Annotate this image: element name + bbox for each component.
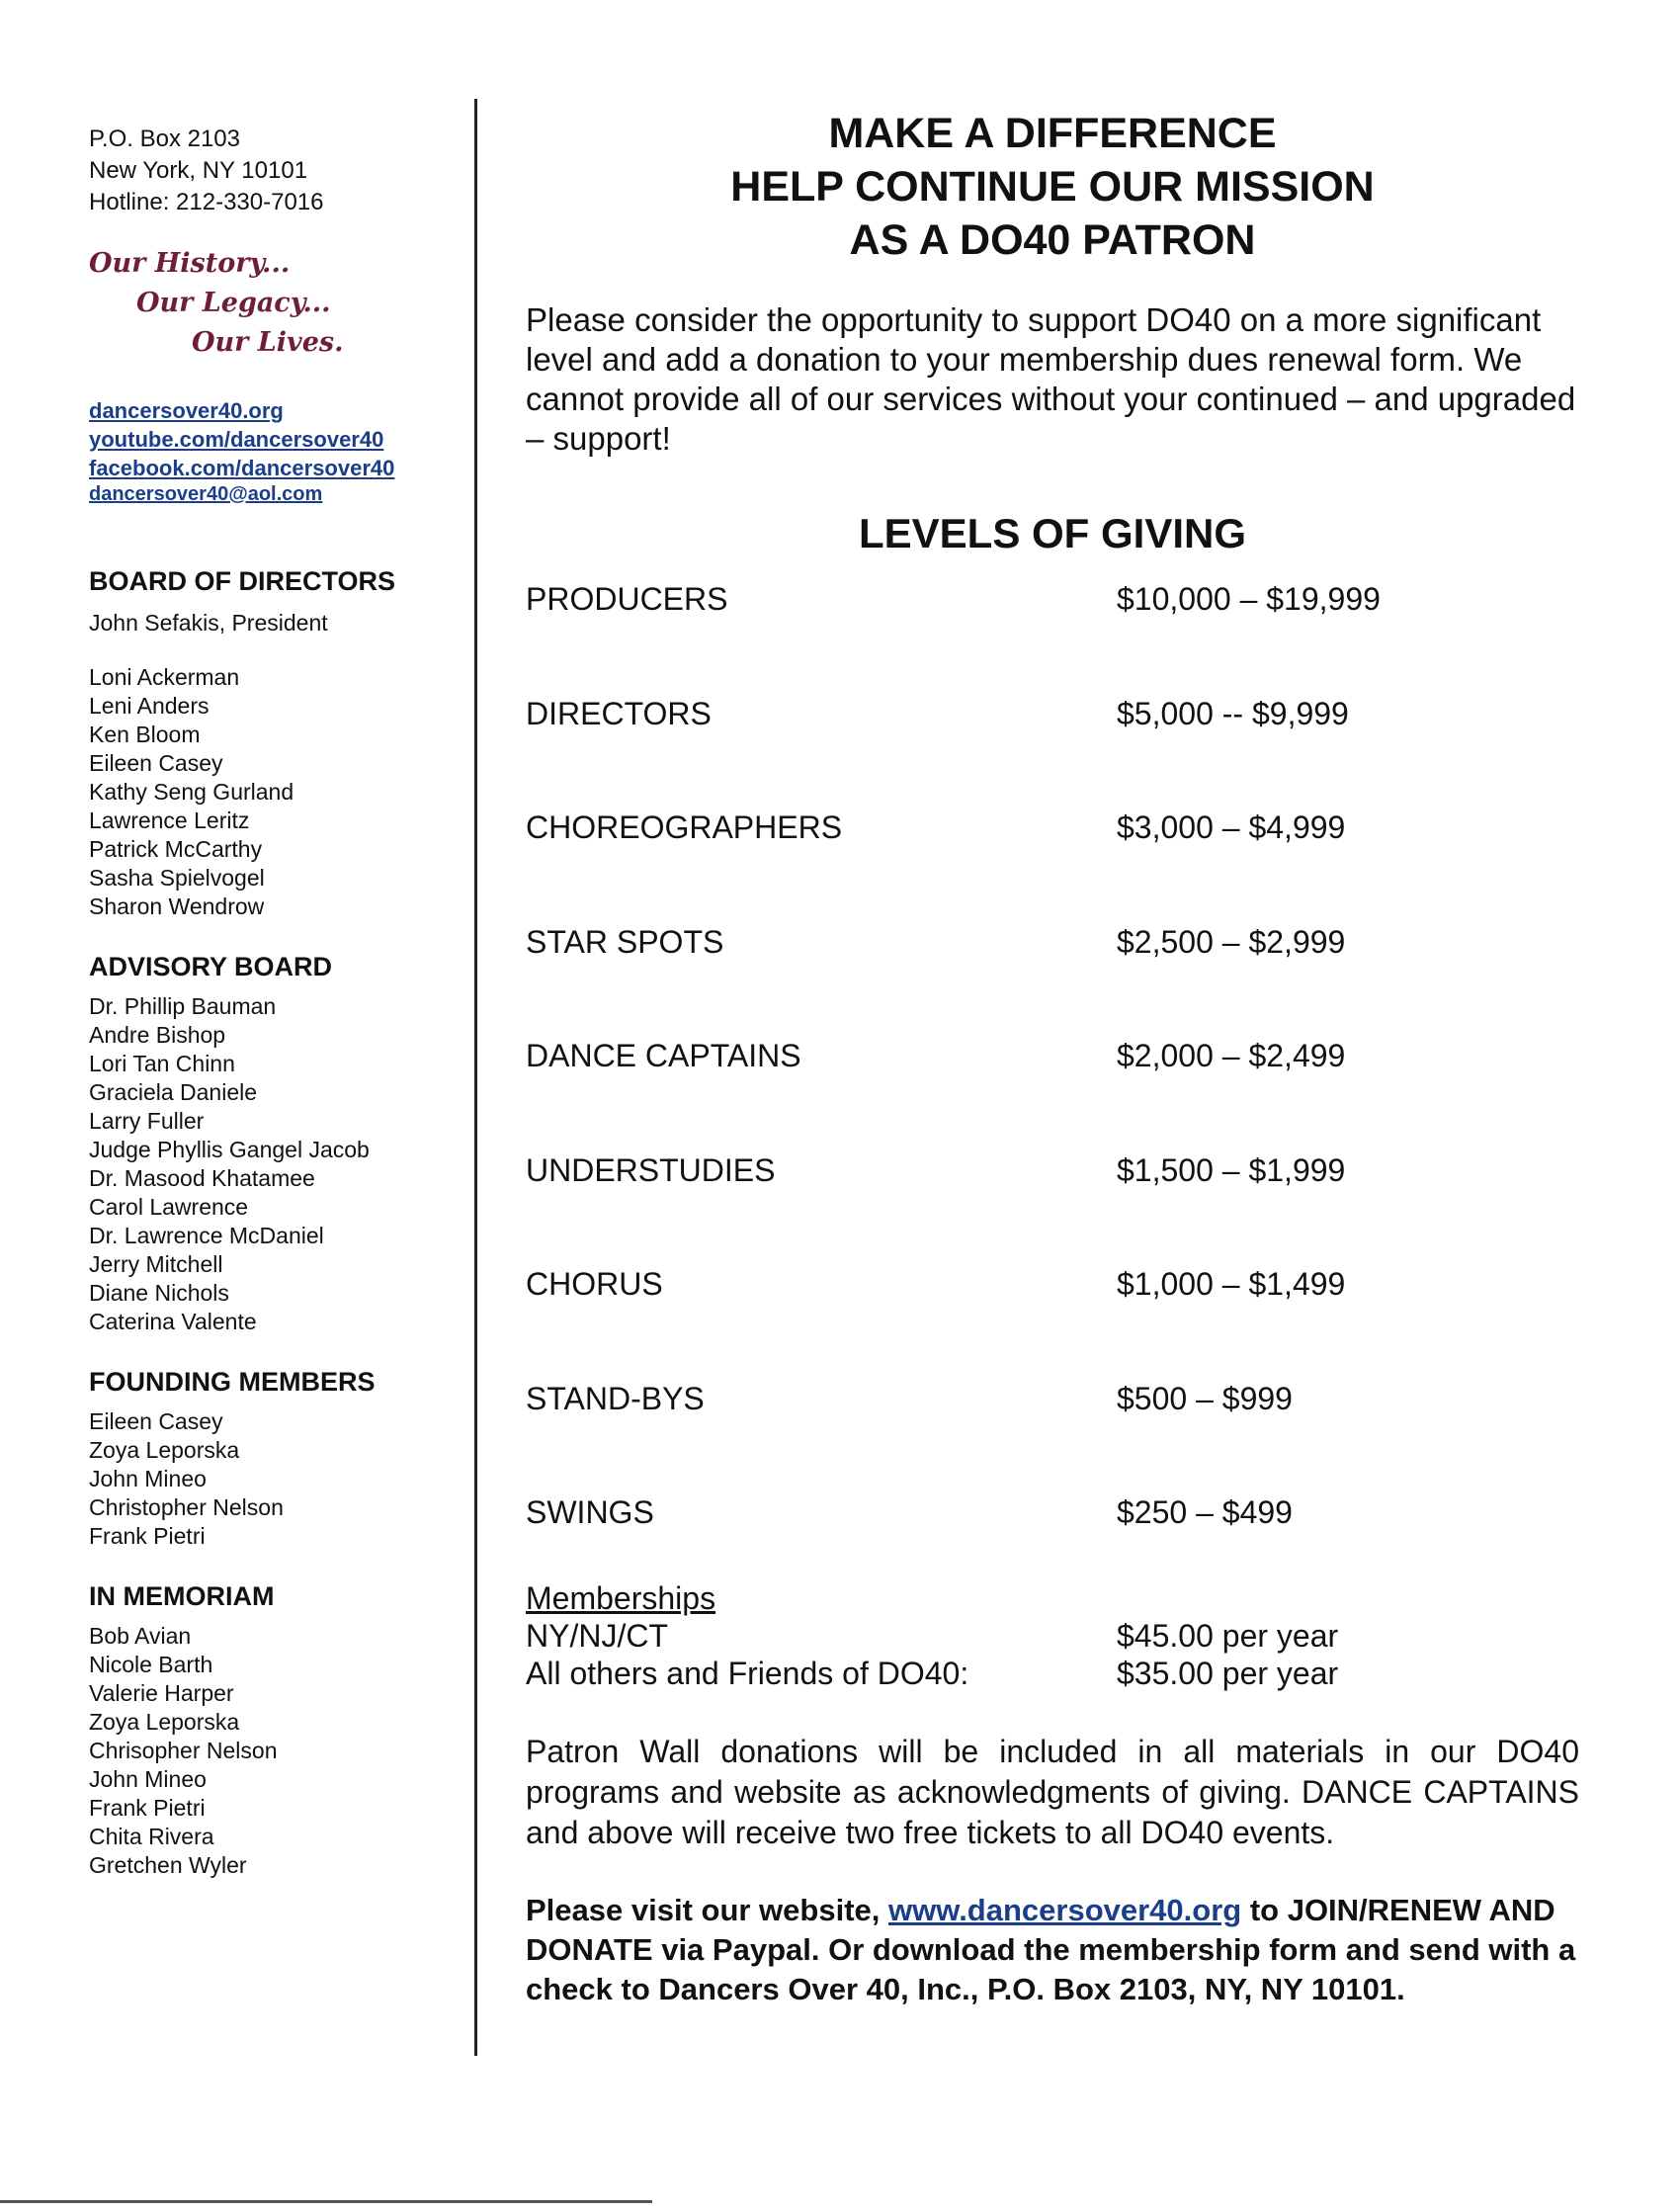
member-name: Jerry Mitchell <box>89 1251 223 1277</box>
level-row <box>526 924 1579 1039</box>
level-range: $3,000 – $4,999 <box>1117 809 1346 845</box>
links <box>89 396 455 506</box>
column-divider <box>474 99 477 2056</box>
level-range: $250 – $499 <box>1117 1494 1293 1530</box>
memoriam-title: IN MEMORIAM <box>89 1581 275 1611</box>
sidebar <box>89 124 455 1880</box>
member-name: Frank Pietri <box>89 1523 206 1549</box>
heading-line: HELP CONTINUE OUR MISSION <box>730 163 1375 211</box>
membership-name: All others and Friends of DO40: <box>526 1655 969 1691</box>
levels-title: LEVELS OF GIVING <box>858 510 1247 556</box>
membership-row <box>526 1655 1579 1692</box>
member-name: Chita Rivera <box>89 1824 214 1849</box>
member-name: Frank Pietri <box>89 1795 206 1821</box>
member-name: Andre Bishop <box>89 1022 226 1048</box>
level-name: DANCE CAPTAINS <box>526 1038 801 1073</box>
member-name: Eileen Casey <box>89 750 223 776</box>
levels-list <box>526 581 1579 1609</box>
board-title: BOARD OF DIRECTORS <box>89 566 396 596</box>
heading-line: AS A DO40 PATRON <box>849 216 1256 264</box>
membership-row <box>526 1617 1579 1655</box>
facebook-link[interactable]: facebook.com/dancersover40 <box>89 456 395 480</box>
member-name: Dr. Phillip Bauman <box>89 993 277 1019</box>
member-name: Zoya Leporska <box>89 1709 240 1735</box>
level-name: PRODUCERS <box>526 581 728 617</box>
member-name: Nicole Barth <box>89 1652 213 1677</box>
memoriam-list <box>89 1622 455 1880</box>
tagline-line: Our History... <box>89 248 291 279</box>
level-name: CHORUS <box>526 1266 663 1302</box>
page-heading <box>526 107 1579 267</box>
member-name: Bob Avian <box>89 1623 192 1649</box>
membership-price: $35.00 per year <box>1117 1655 1339 1691</box>
member-name: Caterina Valente <box>89 1309 257 1334</box>
member-name: Graciela Daniele <box>89 1079 258 1105</box>
member-name: Eileen Casey <box>89 1408 223 1434</box>
member-name: Carol Lawrence <box>89 1194 249 1220</box>
email-link[interactable]: dancersover40@aol.com <box>89 483 323 505</box>
member-name: John Mineo <box>89 1466 207 1491</box>
intro-paragraph: Please consider the opportunity to support DO40 on a more significant level and add a donation to your membership dues renewal form. We cannot provide all of our services without your continued – and upgraded – support! <box>526 301 1576 457</box>
address-block <box>89 124 455 218</box>
member-name: Christopher Nelson <box>89 1494 284 1520</box>
member-name: Patrick McCarthy <box>89 836 263 862</box>
address-line: P.O. Box 2103 <box>89 126 240 152</box>
founding-title: FOUNDING MEMBERS <box>89 1367 376 1397</box>
website-url-link[interactable]: www.dancersover40.org <box>888 1892 1242 1927</box>
level-range: $1,500 – $1,999 <box>1117 1151 1346 1188</box>
member-name: Valerie Harper <box>89 1680 234 1706</box>
member-name: Loni Ackerman <box>89 664 240 690</box>
member-name: Zoya Leporska <box>89 1437 240 1463</box>
level-name: STAND-BYS <box>526 1380 705 1416</box>
level-row <box>526 1038 1579 1152</box>
member-name: Gretchen Wyler <box>89 1852 247 1878</box>
member-name: Ken Bloom <box>89 722 201 747</box>
board-list <box>89 663 455 921</box>
level-row <box>526 1152 1579 1267</box>
main-content <box>526 107 1579 2009</box>
level-row <box>526 809 1579 924</box>
member-name: Sharon Wendrow <box>89 893 265 919</box>
member-name: Dr. Lawrence McDaniel <box>89 1223 324 1248</box>
level-name: CHOREOGRAPHERS <box>526 809 843 845</box>
level-range: $2,500 – $2,999 <box>1117 923 1346 960</box>
level-range: $10,000 – $19,999 <box>1117 581 1381 617</box>
level-row <box>526 1381 1579 1495</box>
level-name: DIRECTORS <box>526 695 712 731</box>
level-range: $500 – $999 <box>1117 1380 1293 1416</box>
bottom-edge-line <box>0 2200 652 2203</box>
visit-text: to JOIN/RENEW AND DONATE via Paypal. Or download the membership form and send with a check to Dancers Over 40, Inc., P.O. Box 2103, NY, NY 10101. <box>526 1892 1576 2006</box>
advisory-list <box>89 992 455 1336</box>
membership-price: $45.00 per year <box>1117 1617 1339 1654</box>
website-link[interactable]: dancersover40.org <box>89 398 284 423</box>
member-name: Sasha Spielvogel <box>89 865 265 891</box>
member-name: Chrisopher Nelson <box>89 1738 278 1763</box>
hotline: Hotline: 212-330-7016 <box>89 189 324 215</box>
member-name: Leni Anders <box>89 693 210 719</box>
level-range: $2,000 – $2,499 <box>1117 1038 1346 1073</box>
member-name: Kathy Seng Gurland <box>89 779 294 805</box>
advisory-title: ADVISORY BOARD <box>89 952 333 981</box>
tagline <box>89 244 455 363</box>
level-row <box>526 581 1579 696</box>
level-name: STAR SPOTS <box>526 923 724 960</box>
member-name: Lori Tan Chinn <box>89 1051 235 1076</box>
patron-paragraph: Patron Wall donations will be included in all materials in our DO40 programs and website as acknowledgments of giving. DANCE CAPTAINS and above will receive two free tickets to all DO40 events. <box>526 1733 1579 1850</box>
board-president: John Sefakis, President <box>89 610 328 636</box>
level-name: SWINGS <box>526 1494 654 1530</box>
youtube-link[interactable]: youtube.com/dancersover40 <box>89 427 384 452</box>
heading-line: MAKE A DIFFERENCE <box>828 110 1277 157</box>
visit-paragraph <box>526 1891 1579 2009</box>
level-range: $1,000 – $1,499 <box>1117 1266 1346 1302</box>
member-name: John Mineo <box>89 1766 207 1792</box>
level-row <box>526 696 1579 810</box>
member-name: Larry Fuller <box>89 1108 205 1134</box>
membership-name: NY/NJ/CT <box>526 1617 668 1654</box>
level-name: UNDERSTUDIES <box>526 1151 776 1188</box>
level-row <box>526 1266 1579 1381</box>
member-name: Judge Phyllis Gangel Jacob <box>89 1137 370 1162</box>
tagline-line: Our Legacy... <box>136 288 331 318</box>
tagline-line: Our Lives. <box>192 327 344 358</box>
member-name: Dr. Masood Khatamee <box>89 1165 315 1191</box>
visit-text: Please visit our website, <box>526 1892 888 1927</box>
address-line: New York, NY 10101 <box>89 157 308 184</box>
member-name: Lawrence Leritz <box>89 808 250 833</box>
founding-list <box>89 1407 455 1551</box>
level-range: $5,000 -- $9,999 <box>1117 695 1349 731</box>
memberships-title: Memberships <box>526 1579 716 1616</box>
member-name: Diane Nichols <box>89 1280 229 1306</box>
